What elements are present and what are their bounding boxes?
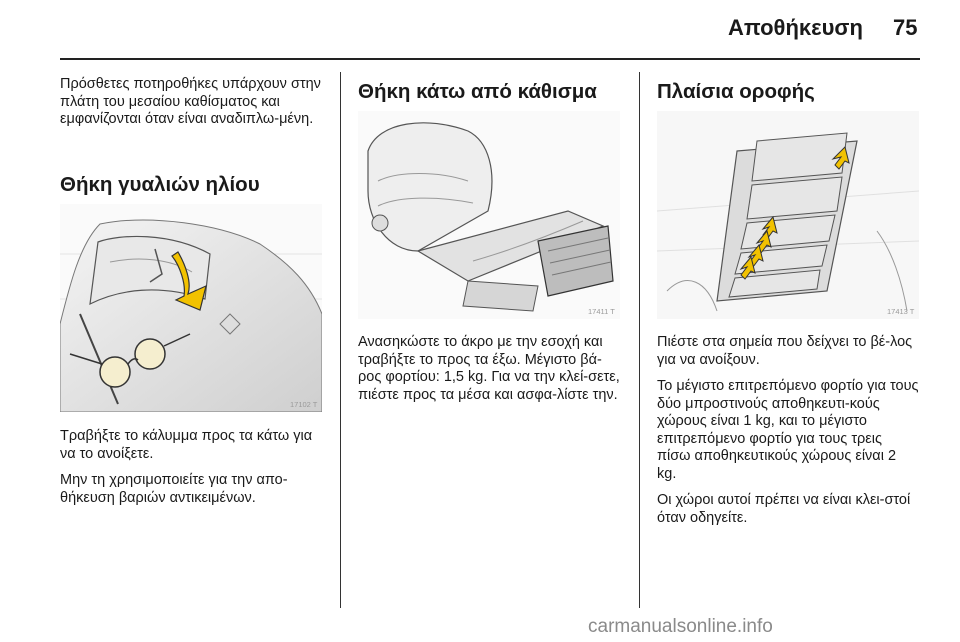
section-heading-sunglasses-holder: Θήκη γυαλιών ηλίου [60, 173, 260, 196]
sunglasses-holder-illustration [60, 204, 322, 412]
roof-instruction-2: Το μέγιστο επιτρεπόμενο φορτίο για τους δύο μπροστινούς αποθηκευτι-κούς χώρους είναι 1 kg, και το μέγιστο επιτρεπόμενο φορτίο για τους τρεις πίσω αποθηκευτικούς χώρους είναι 2 kg. [657, 378, 919, 482]
column-1 [60, 76, 322, 138]
running-header-title: Αποθήκευση [728, 15, 863, 40]
figure-id-3: 17413 T [887, 307, 915, 316]
intro-paragraph: Πρόσθετες ποτηροθήκες υπάρχουν στην πλάτη του μεσαίου καθίσματος και εμφανίζονται όταν είναι αναδιπλω-μένη. [60, 76, 321, 127]
sunglasses-instruction-1: Τραβήξτε το κάλυμμα προς τα κάτω για να το ανοίξετε. [60, 428, 313, 462]
sunglasses-holder-drawing [60, 204, 322, 412]
underseat-drawer-drawing [358, 111, 620, 319]
header-rule [60, 58, 920, 60]
section-heading-roof-compartments: Πλαίσια οροφής [657, 80, 815, 103]
column-divider-1 [340, 72, 341, 608]
roof-instruction-1: Πιέστε στα σημεία που δείχνει το βέ-λος για να ανοίξουν. [657, 334, 913, 368]
watermark-link[interactable]: carmanualsonline.info [588, 616, 773, 637]
underseat-instruction: Ανασηκώστε το άκρο με την εσοχή και τραβήξτε το προς τα έξω. Μέγιστο βά-ρος φορτίου: 1,5 kg. Για να την κλεί-σετε, πιέστε προς τα μέσα και ασφα-λίστε την. [358, 334, 620, 403]
column-1-lower [60, 428, 322, 516]
column-2-text [358, 334, 620, 413]
section-heading-underseat-drawer: Θήκη κάτω από κάθισμα [358, 80, 597, 103]
page-number: 75 [893, 15, 918, 40]
figure-id-2: 17411 T [588, 307, 615, 316]
figure-id-1: 17102 T [290, 400, 318, 409]
column-3-text [657, 334, 919, 536]
roof-compartments-illustration [657, 111, 919, 319]
column-divider-2 [639, 72, 640, 608]
roof-compartments-drawing [657, 111, 919, 319]
sunglasses-instruction-2: Μην τη χρησιμοποιείτε για την απο-θήκευση βαριών αντικειμένων. [60, 472, 288, 506]
underseat-drawer-illustration [358, 111, 620, 319]
roof-instruction-3: Οι χώροι αυτοί πρέπει να είναι κλει-στοί όταν οδηγείτε. [657, 492, 911, 526]
